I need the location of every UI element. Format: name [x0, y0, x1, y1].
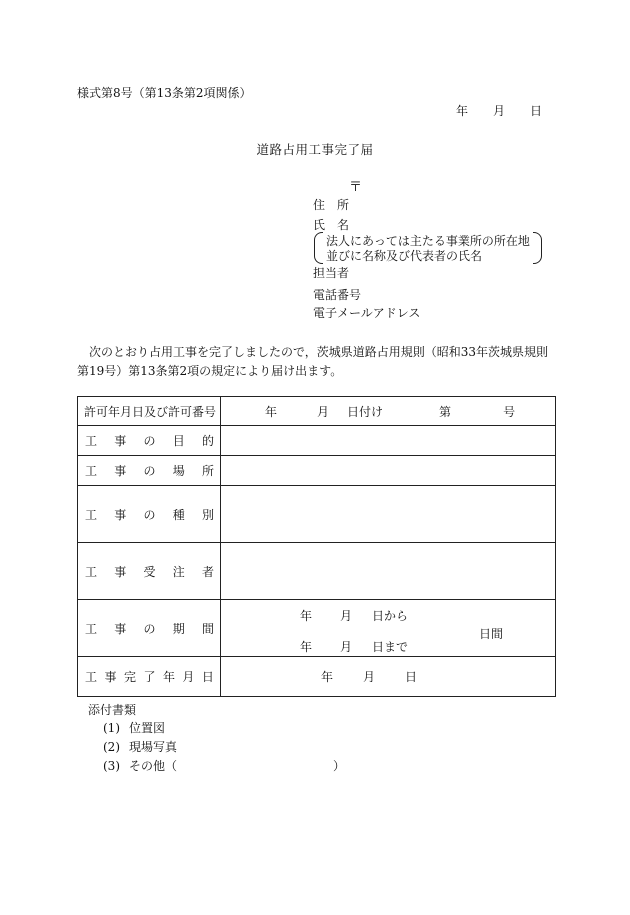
permit-value-cell[interactable] [221, 397, 556, 426]
attachment-item: (3) その他（ ） [103, 759, 346, 773]
postal-mark: 〒 [349, 180, 363, 195]
phone-label: 電話番号 [313, 288, 362, 302]
purpose-label: 工 事 の 目 的 [85, 434, 214, 448]
completion-value-cell[interactable] [221, 657, 556, 697]
permit-number-suffix: 号 [503, 404, 516, 419]
place-value-cell[interactable] [221, 456, 556, 486]
address-label: 住 所 [313, 198, 350, 212]
permit-day: 日付け [347, 404, 384, 419]
date-day: 日 [530, 104, 543, 118]
permit-number-prefix: 第 [439, 404, 452, 419]
name-label: 氏 名 [313, 218, 350, 232]
contractor-label: 工 事 受 注 者 [85, 564, 214, 579]
purpose-value-cell[interactable] [221, 426, 556, 456]
submission-date [456, 104, 542, 118]
period-value-cell[interactable] [221, 600, 556, 657]
document-title: 道路占用工事完了届 [256, 142, 374, 157]
completion-table [77, 396, 556, 697]
permit-label: 許可年月日及び許可番号 [84, 404, 217, 419]
period-start: 年 月 日から [300, 609, 409, 623]
kind-row [78, 486, 556, 543]
attachment-item: (2) 現場写真 [103, 740, 178, 754]
permit-year: 年 [265, 404, 278, 419]
period-value [221, 600, 555, 656]
form-number: 様式第8号（第13条第2項関係） [77, 86, 252, 100]
left-bracket [314, 232, 323, 264]
place-row [78, 456, 556, 486]
email-label: 電子メールアドレス [313, 306, 421, 320]
completion-label-cell [78, 657, 221, 697]
corporation-note [314, 232, 542, 264]
permit-month: 月 [317, 404, 330, 419]
completion-row [78, 657, 556, 697]
place-label: 工 事 の 場 所 [85, 464, 214, 478]
corporation-note-line1: 法人にあっては主たる事業所の所在地 [326, 234, 530, 248]
contractor-value-cell[interactable] [221, 543, 556, 600]
declaration-text: 次のとおり占用工事を完了しましたので，茨城県道路占用規則（昭和33年茨城県規則第19号）第13条第2項の規定により届け出ます。 [77, 345, 549, 378]
kind-value-cell[interactable] [221, 486, 556, 543]
corporation-note-line2: 並びに名称及び代表者の氏名 [326, 249, 483, 263]
kind-label: 工 事 の 種 別 [85, 507, 214, 522]
permit-row [78, 397, 556, 426]
right-bracket [533, 232, 542, 264]
date-month: 月 [493, 104, 506, 118]
kind-label-cell [78, 486, 221, 543]
period-label-cell [78, 600, 221, 657]
contractor-label-cell [78, 543, 221, 600]
attachments-heading: 添付書類 [88, 703, 137, 717]
period-row [78, 600, 556, 657]
period-end: 年 月 日まで [300, 640, 409, 654]
completion-date: 年 月 日 [321, 670, 418, 684]
date-year: 年 [456, 104, 469, 118]
period-days: 日間 [479, 627, 504, 641]
completion-label: 工 事 完 了 年 月 日 [85, 670, 214, 684]
person-in-charge-label: 担当者 [313, 266, 350, 280]
purpose-label-cell [78, 426, 221, 456]
place-label-cell [78, 456, 221, 486]
permit-label-cell [78, 397, 221, 426]
attachment-item: (1) 位置図 [103, 721, 166, 735]
period-label: 工 事 の 期 間 [85, 621, 214, 636]
contractor-row [78, 543, 556, 600]
permit-value [221, 403, 555, 420]
purpose-row [78, 426, 556, 456]
